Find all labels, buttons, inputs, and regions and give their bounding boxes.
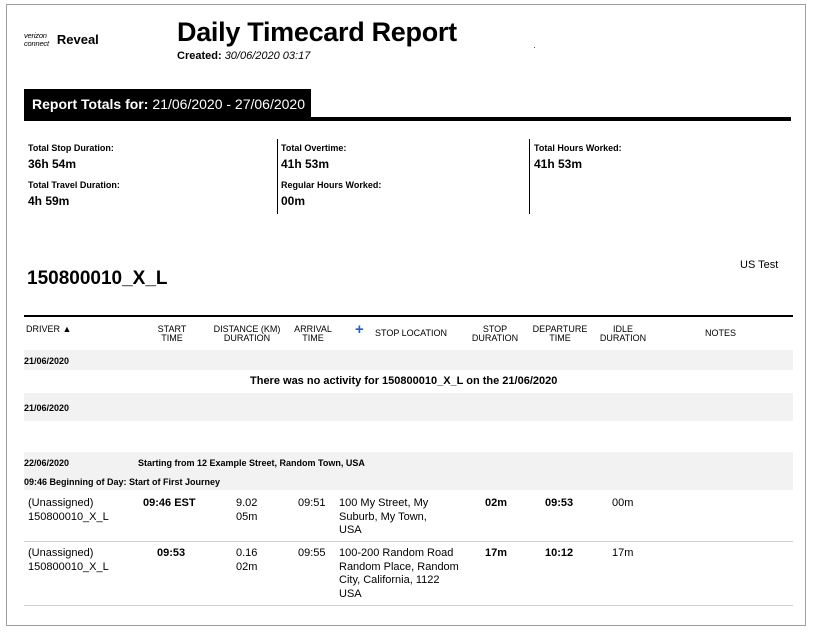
row2-location-line2: Random Place, Random bbox=[339, 560, 459, 573]
row1-idle: 00m bbox=[612, 497, 634, 509]
total-hours-label: Total Hours Worked: bbox=[534, 143, 622, 153]
row1-location-line1: 100 My Street, My bbox=[339, 497, 429, 509]
logo-mark-line1: verizon bbox=[24, 31, 47, 40]
total-overtime-value: 41h 53m bbox=[281, 157, 330, 171]
column-header-driver[interactable]: DRIVER ▲ bbox=[26, 324, 72, 334]
row1-driver bbox=[28, 497, 109, 524]
total-stop-label: Total Stop Duration: bbox=[28, 143, 114, 153]
report-title: Daily Timecard Report bbox=[177, 17, 457, 47]
date-band-21-06 bbox=[24, 350, 793, 370]
row2-stop-location bbox=[339, 547, 459, 601]
column-header-idle-line2: DURATION bbox=[599, 333, 647, 343]
add-column-icon[interactable]: + bbox=[355, 321, 364, 338]
column-header-arrival-line1: ARRIVAL bbox=[294, 324, 332, 334]
column-header-arrival-line2: TIME bbox=[302, 333, 324, 343]
column-header-notes[interactable]: NOTES bbox=[705, 328, 737, 338]
account-name: US Test bbox=[740, 259, 779, 271]
column-header-departure-line2: TIME bbox=[549, 333, 571, 343]
row1-arrival: 09:51 bbox=[298, 497, 326, 509]
verizon-connect-logo bbox=[24, 32, 99, 47]
row2-location-line1: 100-200 Random Road bbox=[339, 547, 454, 559]
totals-header-label: Report Totals for: bbox=[32, 96, 149, 112]
total-stop-value: 36h 54m bbox=[28, 157, 77, 171]
column-header-start-time[interactable] bbox=[147, 325, 197, 343]
report-totals-header bbox=[24, 89, 311, 119]
row-separator bbox=[24, 605, 793, 606]
row2-arrival: 09:55 bbox=[298, 547, 326, 559]
row2-departure: 10:12 bbox=[545, 547, 574, 559]
total-travel-value: 4h 59m bbox=[28, 194, 70, 208]
logo-name: Reveal bbox=[56, 32, 99, 47]
row2-start-time: 09:53 bbox=[157, 547, 186, 559]
column-header-distance-line2: DURATION bbox=[223, 333, 271, 343]
row1-location-line3: USA bbox=[339, 524, 362, 536]
column-header-stop-line1: STOP bbox=[482, 324, 508, 334]
row1-location-line2: Suburb, My Town, bbox=[339, 510, 427, 523]
column-header-departure-line1: DEPARTURE bbox=[532, 324, 588, 334]
column-header-start-line2: TIME bbox=[161, 333, 183, 343]
total-hours-value: 41h 53m bbox=[534, 157, 583, 171]
row2-stop-duration: 17m bbox=[485, 547, 508, 559]
row1-stop-duration: 02m bbox=[485, 497, 508, 509]
date-band-21-06-repeat bbox=[24, 393, 793, 421]
column-header-idle-line1: IDLE bbox=[612, 324, 633, 334]
column-header-distance[interactable] bbox=[210, 325, 284, 343]
created-label: Created: bbox=[177, 50, 222, 62]
row2-distance-value: 0.16 bbox=[236, 547, 258, 559]
vehicle-title: 150800010_X_L bbox=[27, 268, 168, 289]
totals-divider-1 bbox=[277, 139, 278, 214]
column-header-stop-duration[interactable] bbox=[469, 325, 521, 343]
row2-driver-line2: 150800010_X_L bbox=[28, 560, 109, 573]
column-header-distance-line1: DISTANCE (KM) bbox=[213, 324, 281, 334]
row1-driver-line1: (Unassigned) bbox=[28, 497, 94, 509]
column-header-idle[interactable] bbox=[597, 325, 649, 343]
date-label-repeat: 21/06/2020 bbox=[24, 403, 70, 413]
total-travel-label: Total Travel Duration: bbox=[28, 180, 120, 190]
row2-distance bbox=[236, 547, 257, 574]
created-line bbox=[177, 50, 310, 62]
report-page bbox=[6, 4, 806, 626]
totals-divider-2 bbox=[529, 139, 530, 214]
starting-from-text: Starting from 12 Example Street, Random Town, USA bbox=[138, 458, 365, 468]
row1-duration-value: 05m bbox=[236, 510, 258, 523]
column-header-arrival[interactable] bbox=[289, 325, 337, 343]
created-value: 30/06/2020 03:17 bbox=[224, 50, 311, 62]
column-header-stop-line2: DURATION bbox=[471, 333, 519, 343]
column-header-stop-location[interactable]: STOP LOCATION bbox=[375, 328, 448, 338]
beginning-of-day-text: 09:46 Beginning of Day: Start of First Journey bbox=[24, 477, 221, 487]
no-activity-message: There was no activity for 150800010_X_L on the 21/06/2020 bbox=[250, 375, 558, 387]
totals-rule bbox=[24, 117, 791, 121]
row1-distance bbox=[236, 497, 257, 524]
row2-location-line3: City, California, 1122 bbox=[339, 574, 440, 586]
row-separator bbox=[24, 541, 793, 542]
column-header-departure[interactable] bbox=[529, 325, 591, 343]
row2-driver bbox=[28, 547, 109, 574]
total-overtime-label: Total Overtime: bbox=[281, 143, 347, 153]
totals-col-3 bbox=[534, 141, 622, 215]
row1-start-time: 09:46 EST bbox=[143, 497, 196, 509]
totals-col-1 bbox=[28, 141, 120, 215]
column-header-start-line1: START bbox=[157, 324, 187, 334]
regular-hours-value: 00m bbox=[281, 194, 306, 208]
row1-distance-value: 9.02 bbox=[236, 497, 258, 509]
row2-idle: 17m bbox=[612, 547, 634, 559]
row1-driver-line2: 150800010_X_L bbox=[28, 510, 109, 523]
regular-hours-label: Regular Hours Worked: bbox=[281, 180, 382, 190]
row1-departure: 09:53 bbox=[545, 497, 574, 509]
row1-stop-location bbox=[339, 497, 428, 538]
stray-dot bbox=[534, 47, 535, 48]
date-label: 21/06/2020 bbox=[24, 356, 70, 366]
totals-header-range: 21/06/2020 - 27/06/2020 bbox=[152, 96, 305, 112]
date-label-22-06: 22/06/2020 bbox=[24, 458, 70, 468]
row2-duration-value: 02m bbox=[236, 560, 258, 573]
row2-driver-line1: (Unassigned) bbox=[28, 547, 94, 559]
row2-location-line4: USA bbox=[339, 587, 362, 600]
totals-col-2 bbox=[281, 141, 381, 215]
logo-mark bbox=[24, 32, 49, 47]
table-header-rule bbox=[24, 315, 793, 317]
logo-mark-line2: connect bbox=[24, 38, 49, 48]
